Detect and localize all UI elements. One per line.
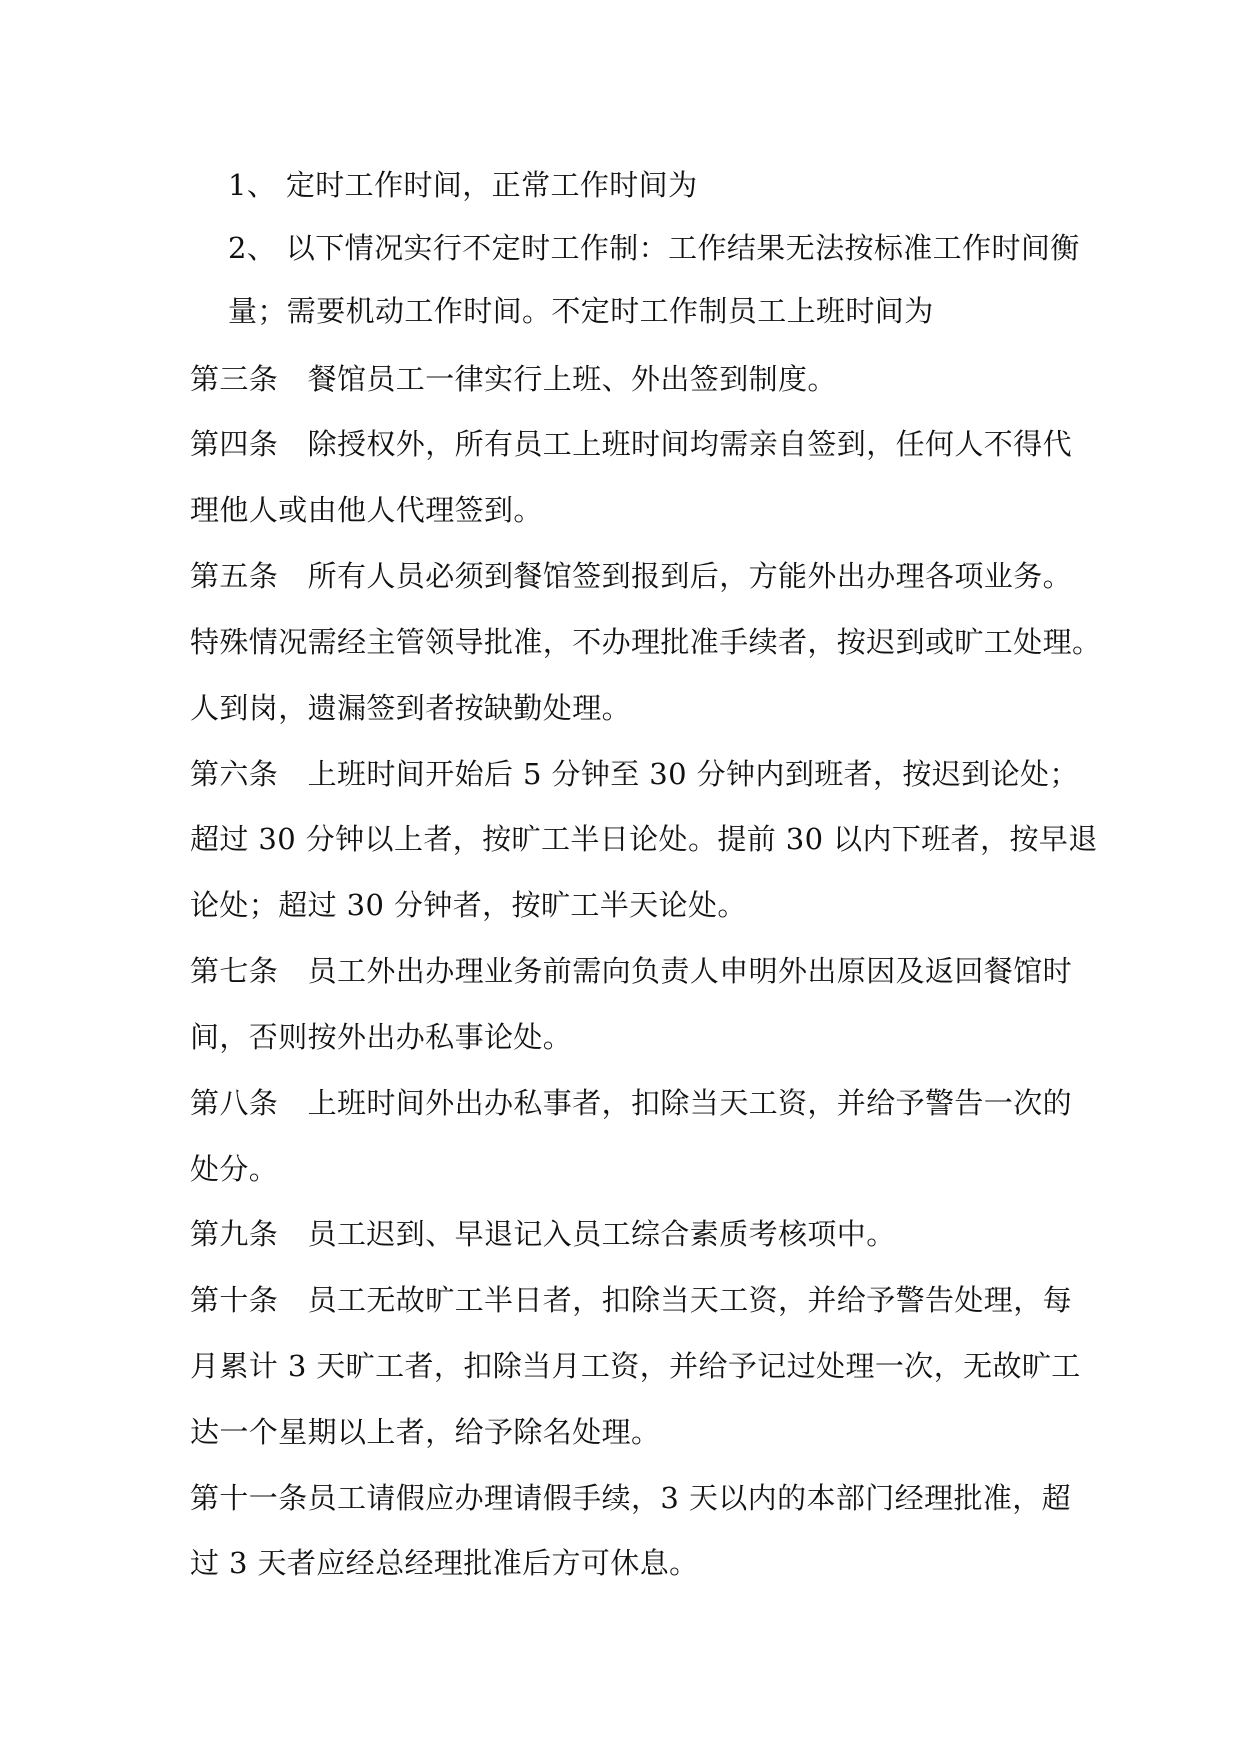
text-line: 达一个星期以上者，给予除名处理。 bbox=[190, 1415, 661, 1449]
article-6: 第六条 上班时间开始后 5 分钟至 30 分钟内到班者，按迟到论处； bbox=[190, 757, 1079, 791]
text-line: 特殊情况需经主管领导批准，不办理批准手续者，按迟到或旷工处理。 bbox=[190, 625, 1102, 659]
text-line: 处分。 bbox=[190, 1152, 279, 1186]
text-line: 2、 以下情况实行不定时工作制：工作结果无法按标准工作时间衡 bbox=[228, 231, 1080, 265]
article-3: 第三条 餐馆员工一律实行上班、外出签到制度。 bbox=[190, 362, 837, 396]
text-line: 理他人或由他人代理签到。 bbox=[190, 493, 543, 527]
text-line: 月累计 3 天旷工者，扣除当月工资，并给予记过处理一次，无故旷工 bbox=[190, 1349, 1081, 1383]
article-9: 第九条 员工迟到、早退记入员工综合素质考核项中。 bbox=[190, 1217, 896, 1251]
text-line: 过 3 天者应经总经理批准后方可休息。 bbox=[190, 1546, 699, 1580]
text-line: 论处；超过 30 分钟者，按旷工半天论处。 bbox=[190, 888, 747, 922]
text-line: 量；需要机动工作时间。不定时工作制员工上班时间为 bbox=[228, 294, 934, 328]
article-4: 第四条 除授权外，所有员工上班时间均需亲自签到，任何人不得代 bbox=[190, 427, 1073, 461]
article-7: 第七条 员工外出办理业务前需向负责人申明外出原因及返回餐馆时 bbox=[190, 954, 1073, 988]
text-line: 1、 定时工作时间，正常工作时间为 bbox=[228, 168, 698, 202]
article-8: 第八条 上班时间外出办私事者，扣除当天工资，并给予警告一次的 bbox=[190, 1086, 1073, 1120]
article-10: 第十条 员工无故旷工半日者，扣除当天工资，并给予警告处理，每 bbox=[190, 1283, 1073, 1317]
article-5: 第五条 所有人员必须到餐馆签到报到后，方能外出办理各项业务。 bbox=[190, 559, 1073, 593]
text-line: 人到岗，遗漏签到者按缺勤处理。 bbox=[190, 691, 632, 725]
text-line: 间，否则按外出办私事论处。 bbox=[190, 1020, 573, 1054]
text-line: 超过 30 分钟以上者，按旷工半日论处。提前 30 以内下班者，按早退 bbox=[190, 822, 1098, 856]
article-11: 第十一条员工请假应办理请假手续，3 天以内的本部门经理批准，超 bbox=[190, 1481, 1072, 1515]
